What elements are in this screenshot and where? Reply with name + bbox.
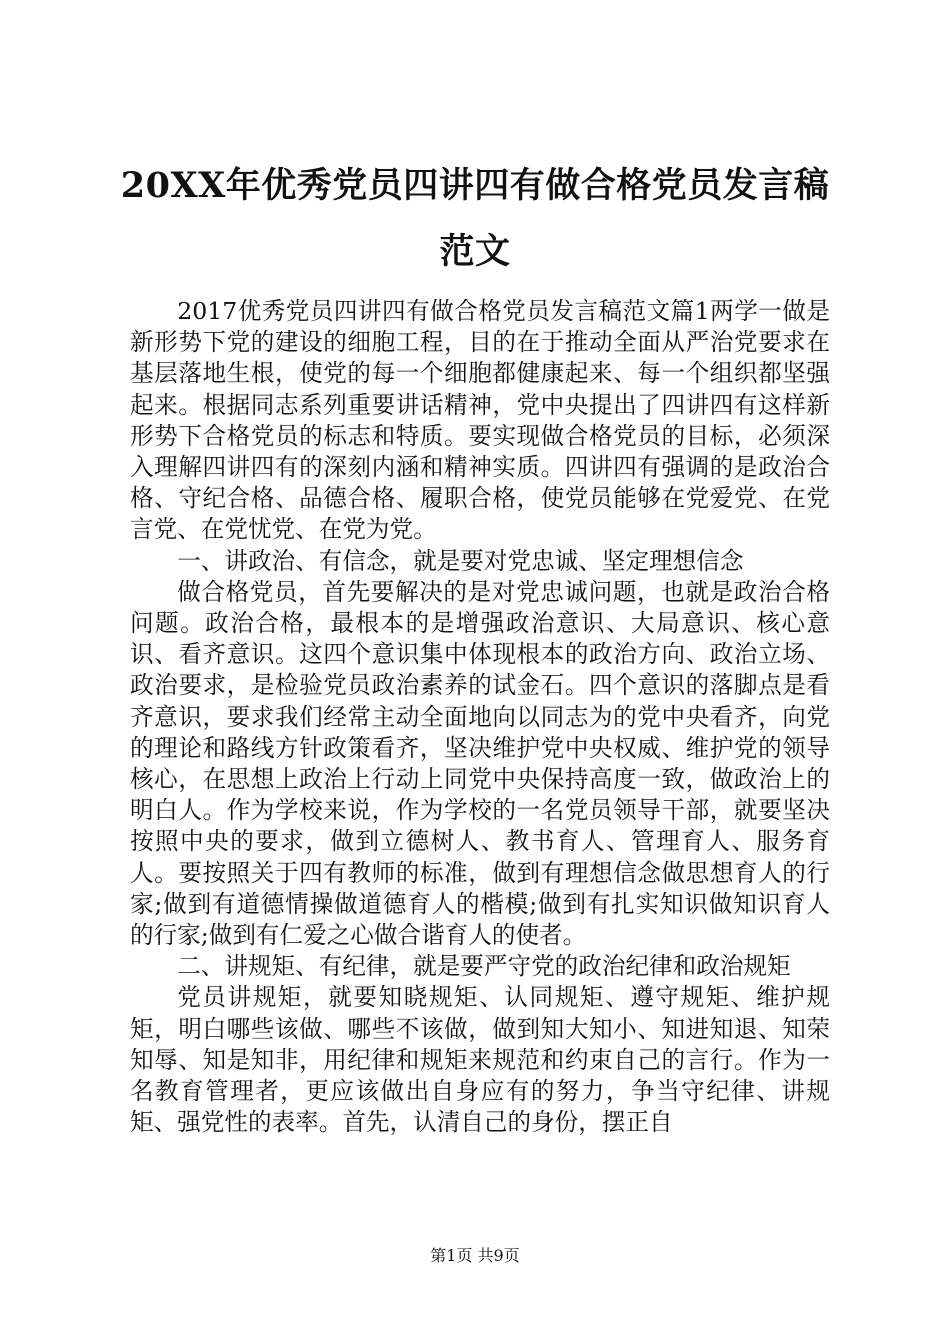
document-title-line-2: 范文 — [439, 231, 511, 272]
document-title-line-1: 20XX年优秀党员四讲四有做合格党员发言稿 — [120, 165, 830, 206]
paragraph-section-2: 党员讲规矩，就要知晓规矩、认同规矩、遵守规矩、维护规矩，明白哪些该做、哪些不该做，做到知大知小、知进知退、知荣知辱、知是知非，用纪律和规矩来规范和约束自己的言行。作为一名教育管理者，更应该做出自身应有的努力，争当守纪律、讲规矩、强党性的表率。首先，认清自己的身份，摆正自 — [130, 983, 830, 1137]
section-heading-1: 一、讲政治、有信念，就是要对党忠诚、坚定理想信念 — [177, 546, 744, 575]
paragraph-intro: 2017优秀党员四讲四有做合格党员发言稿范文篇1两学一做是新形势下党的建设的细胞工程，目的在于推动全面从严治党要求在基层落地生根，使党的每一个细胞都健康起来、每一个组织都坚强起来。根据同志系列重要讲话精神，党中央提出了四讲四有这样新形势下合格党员的标志和特质。要实现做合格党员的目标，必须深入理解四讲四有的深刻内涵和精神实质。四讲四有强调的是政治合格、守纪合格、品德合格、履职合格，使党员能够在党爱党、在党言党、在党忧党、在党为党。 — [130, 297, 830, 544]
page-number-footer: 第1页 共9页 — [430, 1246, 520, 1265]
paragraph-section-1: 做合格党员，首先要解决的是对党忠诚问题，也就是政治合格问题。政治合格，最根本的是增强政治意识、大局意识、核心意识、看齐意识。这四个意识集中体现根本的政治方向、政治立场、政治要求，是检验党员政治素养的试金石。四个意识的落脚点是看齐意识，要求我们经常主动全面地向以同志为的党中央看齐，向党的理论和路线方针政策看齐，坚决维护党中央权威、维护党的领导核心，在思想上政治上行动上同党中央保持高度一致，做政治上的明白人。作为学校来说，作为学校的一名党员领导干部，就要坚决按照中央的要求，做到立德树人、教书育人、管理育人、服务育人。要按照关于四有教师的标准，做到有理想信念做思想育人的行家;做到有道德情操做道德育人的楷模;做到有扎实知识做知识育人的行家;做到有仁爱之心做合谐育人的使者。 — [130, 577, 830, 950]
section-heading-2: 二、讲规矩、有纪律，就是要严守党的政治纪律和政治规矩 — [177, 952, 791, 981]
document-body — [130, 296, 830, 1138]
